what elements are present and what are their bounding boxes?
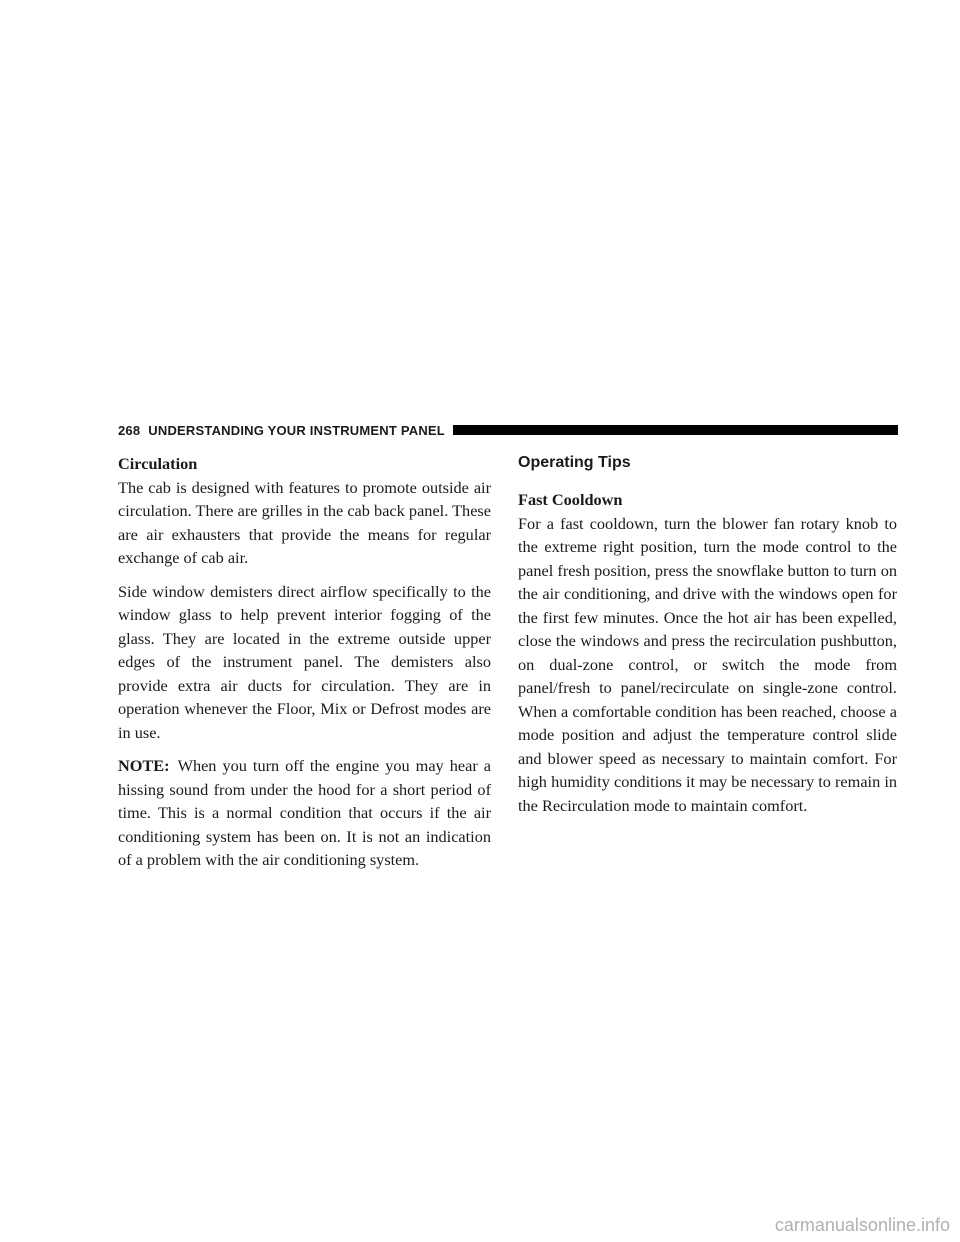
fast-cooldown-heading: Fast Cooldown [518, 490, 623, 509]
watermark: carmanualsonline.info [774, 1215, 950, 1235]
note-text: When you turn off the engine you may hear a hissing sound from under the hood for a short period of time. This is a normal condition that occurs if the air conditioning system has been on. It is not an indication of a problem with the air conditioning system. [118, 756, 491, 869]
right-column [518, 452, 897, 827]
demisters-paragraph: Side window demisters direct airflow specifically to the window glass to help prevent interior fogging of the glass. They are located in the extreme outside upper edges of the instrument panel. The demisters also provide extra air ducts for circulation. They are in operation whenever the Floor, Mix or Defrost modes are in use. [118, 581, 491, 742]
header-title: UNDERSTANDING YOUR INSTRUMENT PANEL [148, 422, 445, 438]
page-number: 268 [118, 422, 141, 438]
page-header [118, 422, 898, 438]
note-label: NOTE: [118, 756, 170, 775]
circulation-paragraph: The cab is designed with features to promote outside air circulation. There are grilles in the cab back panel. These are air exhausters that provide the means for regular exchange of cab air. [118, 477, 491, 567]
header-rule [453, 425, 898, 435]
operating-tips-title: Operating Tips [518, 454, 631, 471]
circulation-heading: Circulation [118, 454, 198, 473]
fast-cooldown-paragraph: For a fast cooldown, turn the blower fan rotary knob to the extreme right position, turn the mode control to the panel fresh position, press the snowflake button to turn on the air conditioning, and drive with the windows open for the first few minutes. Once the hot air has been expelled, close the windows and press the recirculation pushbutton, on dual-zone control, or switch the mode from panel/fresh to panel/recirculate on single-zone control. When a comfortable condition has been reached, choose a mode position and adjust the temperature control slide and blower speed as necessary to maintain comfort. For high humidity conditions it may be necessary to remain in the Recirculation mode to maintain comfort. [518, 513, 897, 815]
left-column [118, 452, 491, 882]
note-paragraph [118, 754, 491, 872]
